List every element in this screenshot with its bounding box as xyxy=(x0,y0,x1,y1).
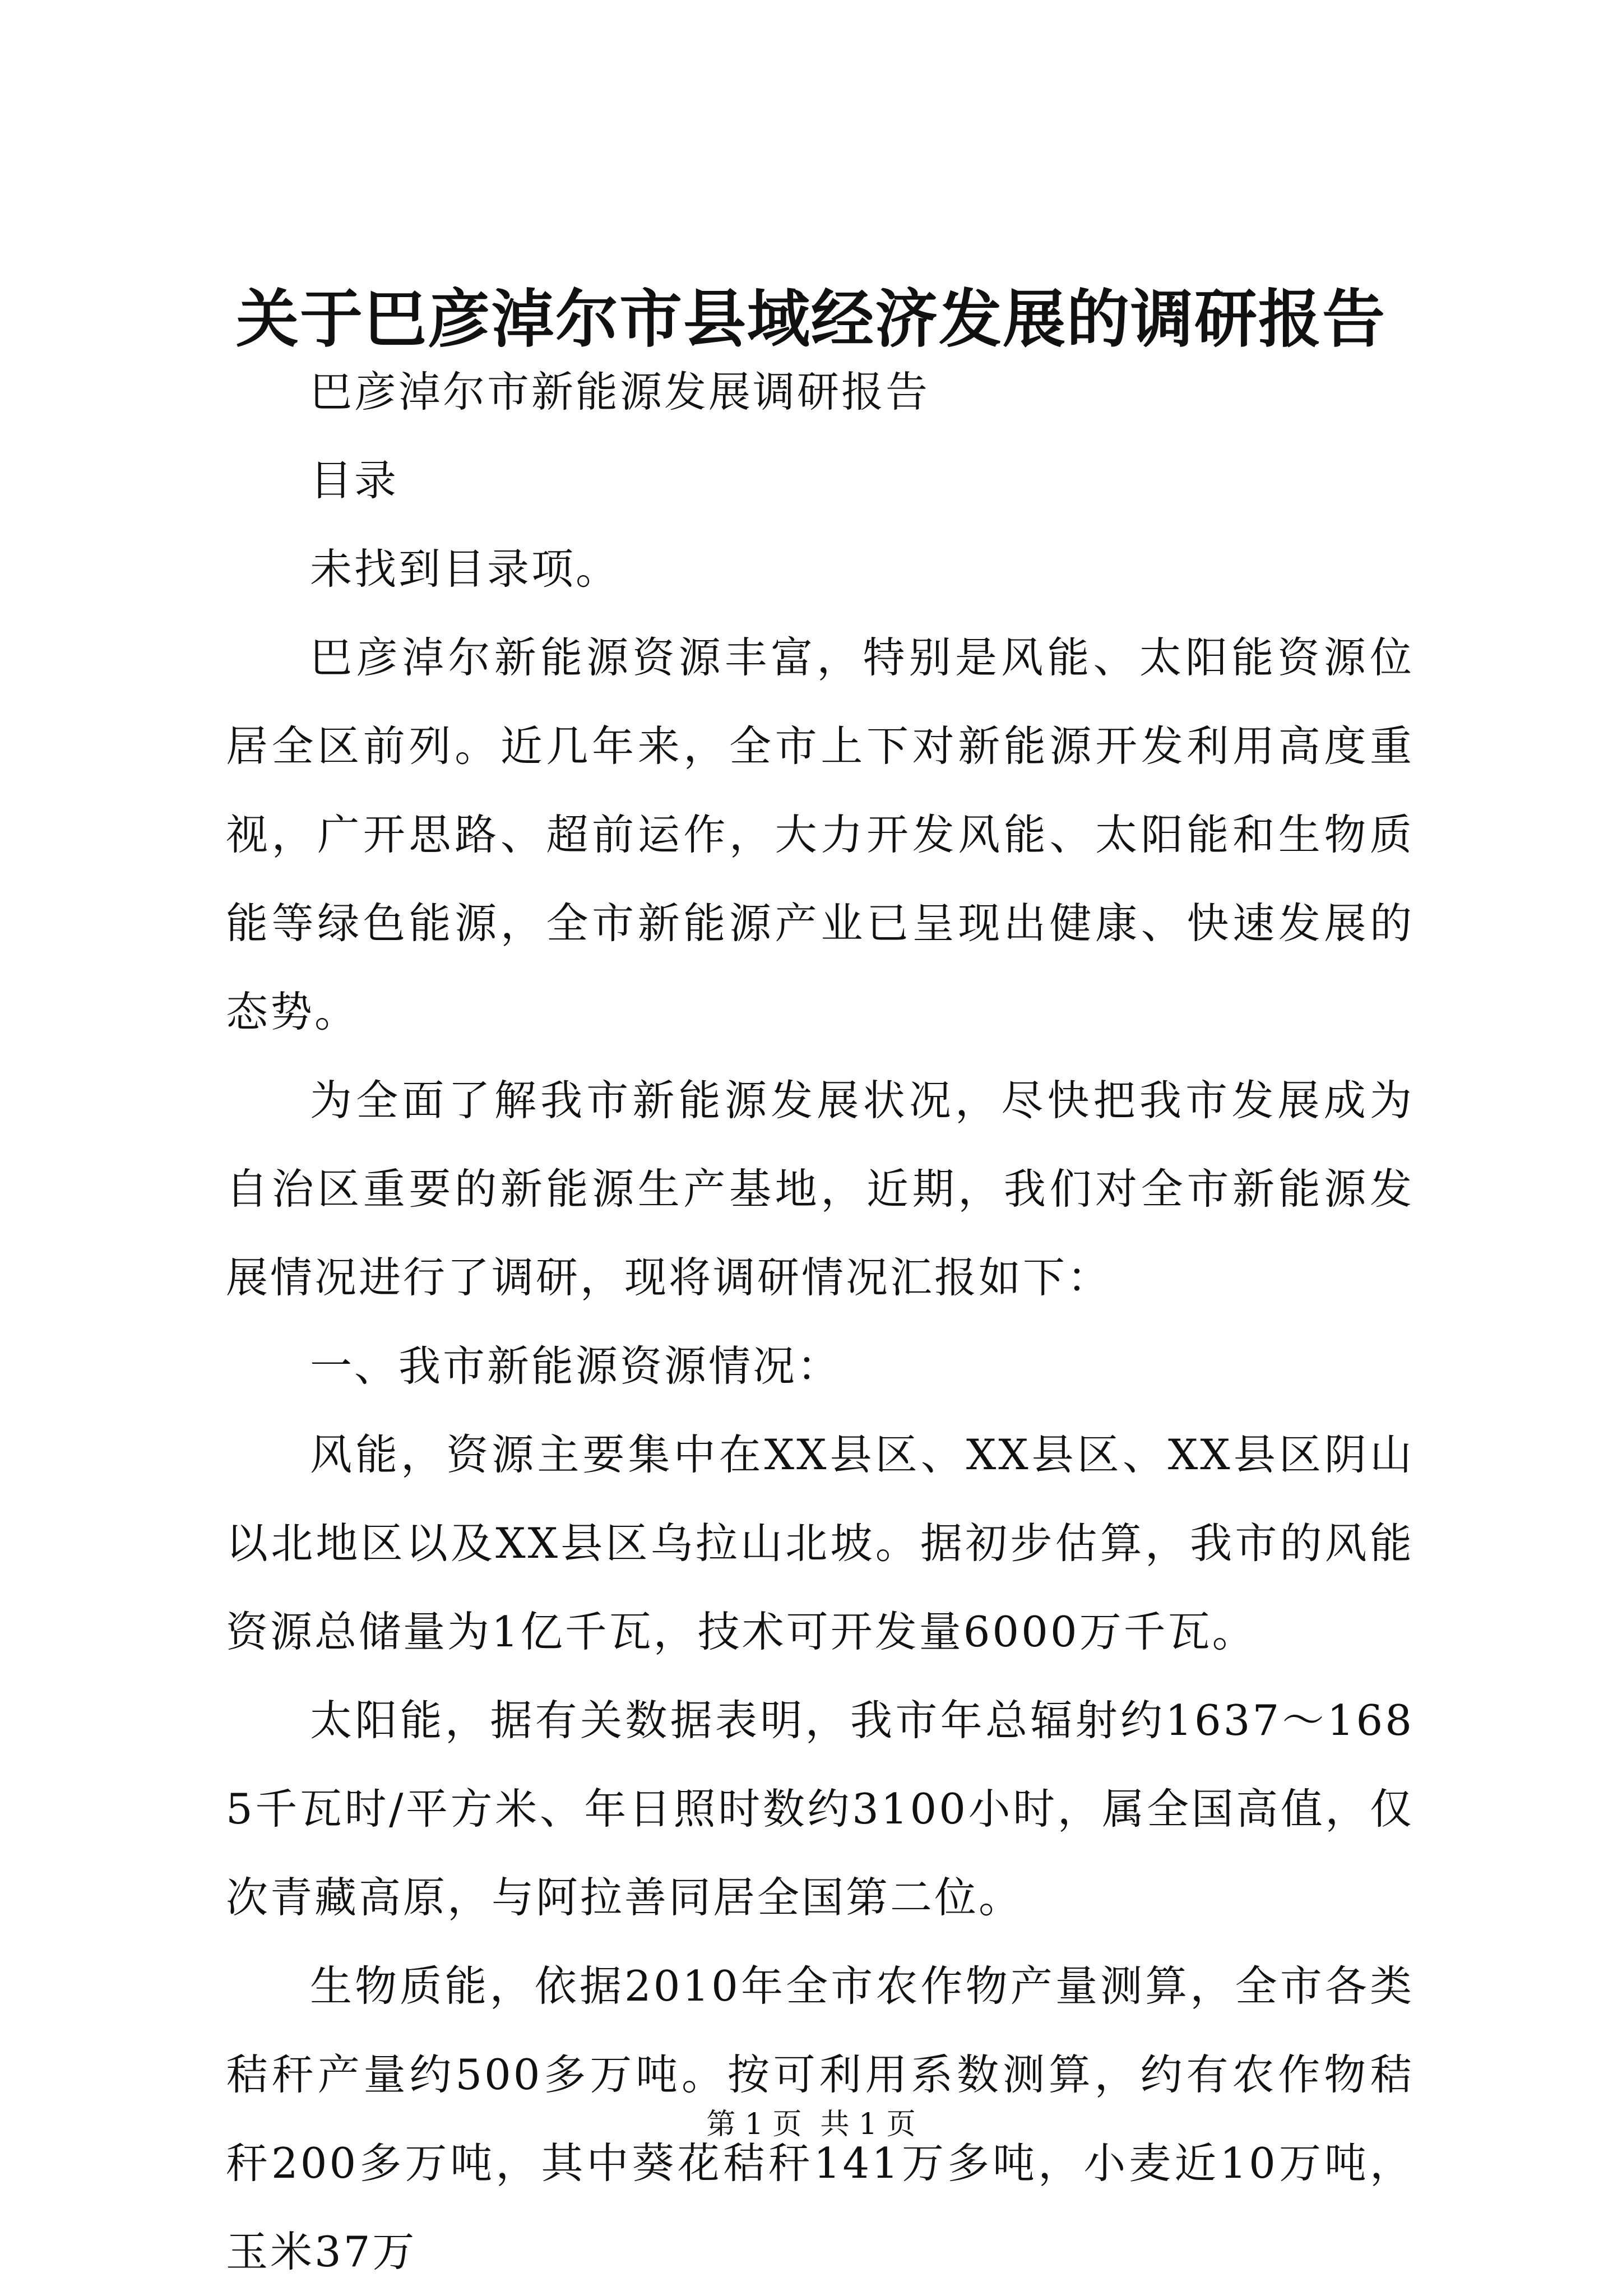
body-paragraph: 生物质能，依据2010年全市农作物产量测算，全市各类秸秆产量约500多万吨。按可利用系数测算，约有农作物秸秆200多万吨，其中葵花秸秆141万多吨，小麦近10万吨，玉米37万 xyxy=(226,1961,1414,2276)
document-title: 关于巴彦淖尔市县域经济发展的调研报告 xyxy=(236,283,1386,356)
body-paragraph: 为全面了解我市新能源发展状况，尽快把我市发展成为自治区重要的新能源生产基地，近期，我们对全市新能源发展情况进行了调研，现将调研情况汇报如下： xyxy=(226,1076,1414,1302)
body-paragraph: 太阳能，据有关数据表明，我市年总辐射约1637～1685千瓦时/平方米、年日照时数约3100小时，属全国高值，仅次青藏高原，与阿拉善同居全国第二位。 xyxy=(226,1696,1414,1922)
toc-heading: 目录 xyxy=(310,456,399,505)
body-paragraph: 风能，资源主要集中在XX县区、XX县区、XX县区阴山以北地区以及XX县区乌拉山北坡。据初步估算，我市的风能资源总储量为1亿千瓦，技术可开发量6000万千瓦。 xyxy=(226,1430,1414,1656)
body-paragraph: 巴彦淖尔新能源资源丰富，特别是风能、太阳能资源位居全区前列。近几年来，全市上下对新能源开发利用高度重视，广开思路、超前运作，大力开发风能、太阳能和生物质能等绿色能源，全市新能源产业已呈现出健康、快速发展的态势。 xyxy=(226,633,1414,1036)
toc-empty-notice: 未找到目录项。 xyxy=(310,544,620,594)
section-heading: 一、我市新能源资源情况： xyxy=(310,1341,842,1391)
subtitle-paragraph: 巴彦淖尔市新能源发展调研报告 xyxy=(310,367,930,416)
page-number-footer: 第 1 页 共 1 页 xyxy=(706,2108,916,2141)
document-body xyxy=(226,348,1414,2296)
